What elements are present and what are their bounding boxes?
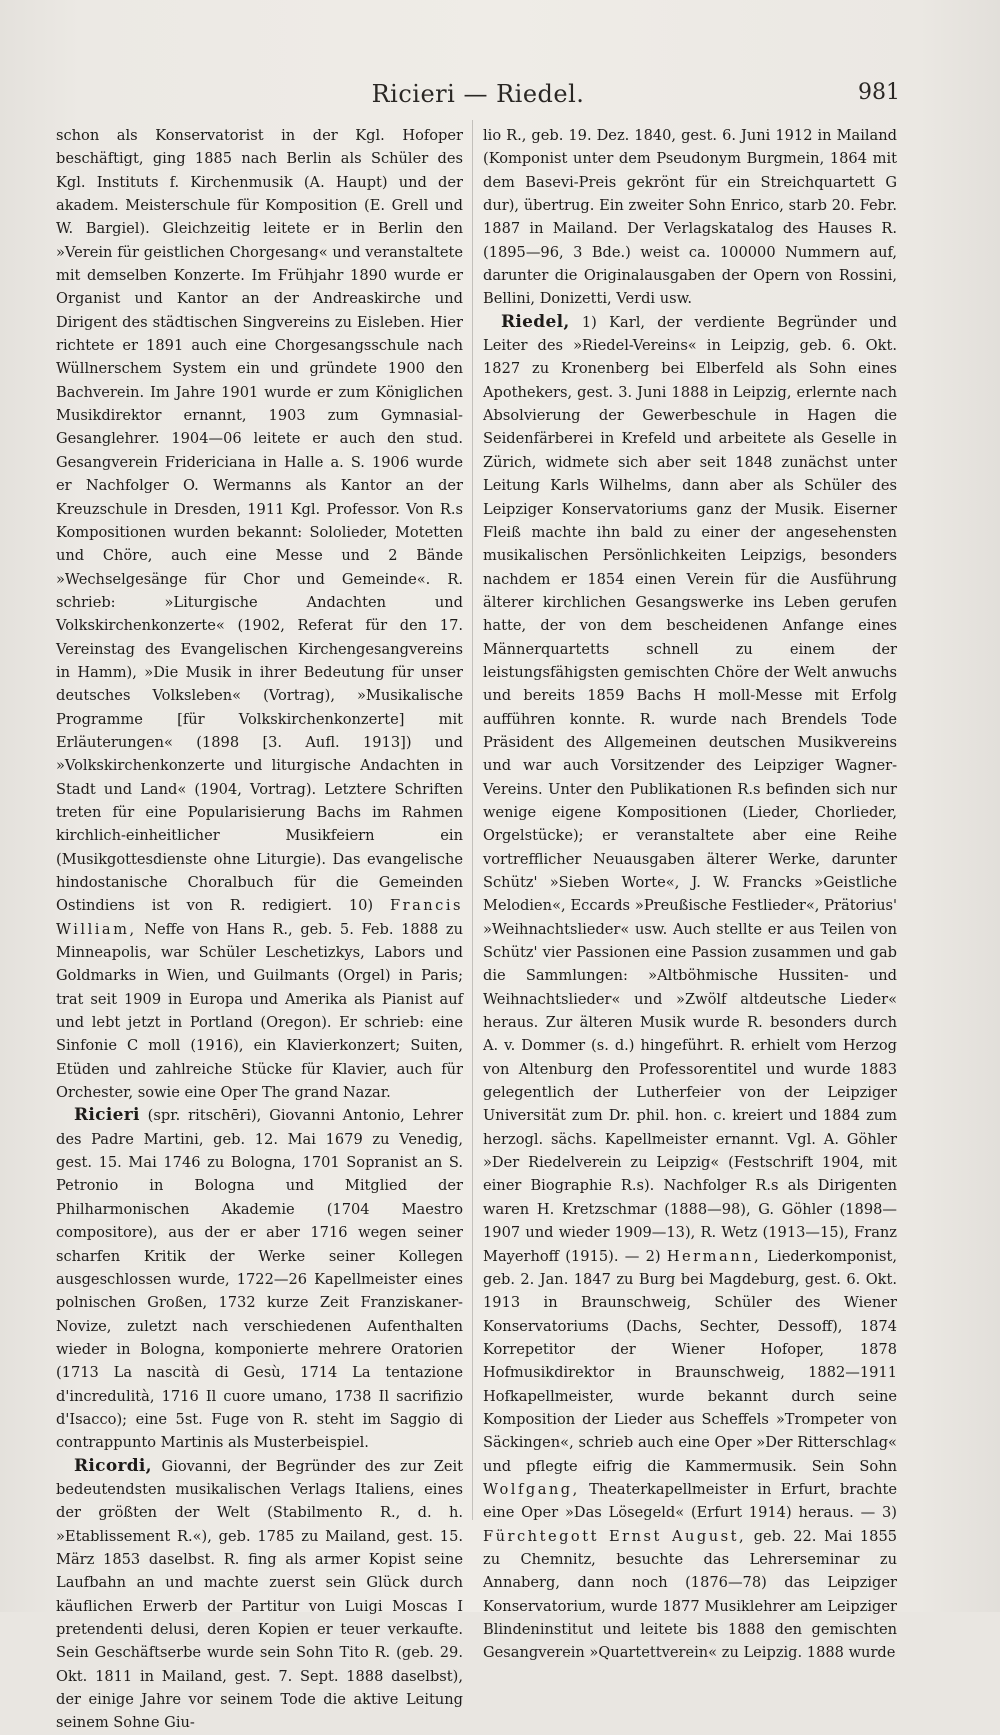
entry-text: 1) Karl, der verdiente Begründer und Leiter des »Riedel-Vereins« in Leipzig, geb. 6. Okt. 1827 zu Kronenberg bei Elberfeld als Sohn eines Apothekers, gest. 3. Juni 1888 in Leipzig, erlernte nach Absolvierung der Gewerbeschule in Hagen die Seidenfärberei in Krefeld und arbeitete als Geselle in Zürich, widmete sich aber seit 1848 zunächst unter Leitung Karls Wilhelms, dann aber als Schüler des Leipziger Konservatoriums ganz der Musik. Eiserner Fleiß machte ihn bald zu einer der angesehensten musikalischen Persönlichkeiten Leipzigs, besonders nachdem er 1854 einen Verein für die Ausführung älterer kirchlichen Gesangswerke ins Leben gerufen hatte, der von dem bescheidenen Anfange eines Männerquartetts schnell zu einem der leistungsfähigsten gemischten Chöre der Welt anwuchs und bereits 1859 Bachs H moll-Messe mit Erfolg aufführen konnte. R. wurde nach Brendels Tode Präsident des Allgemeinen deutschen Musikvereins und war auch Vorsitzender des Leipziger Wagner-Vereins. Unter den Publikationen R.s befinden sich nur wenige eigene Kompositionen (Lieder, Chorlieder, Orgelstücke); er veranstaltete aber eine Reihe vortrefflicher Neuausgaben älterer Werke, darunter Schütz' »Sieben Worte«, J. W. Francks »Geistliche Melodien«, Eccards »Preußische Festlieder«, Prätorius' »Weihnachtslieder« usw. Auch stellte er aus Teilen von Schütz' vier Passionen eine Passion zusammen und gab die Sammlungen: »Altböhmische Hussiten- und Weihnachtslieder« und »Zwölf altdeutsche Lieder« heraus. Zur älteren Musik wurde R. besonders durch A. v. Dommer (s. d.) hingeführt. R. erhielt vom Herzog von Altenburg den Professorentitel und wurde 1883 gelegentlich der Lutherfeier von der Leipziger Universität zum Dr. phil. hon. c. kreiert und 1884 zum herzogl. sächs. Kapellmeister ernannt. Vgl. A. Göhler »Der Riedelverein zu Leipzig« (Festschrift 1904, mit einer Biographie R.s). Nachfolger R.s als Dirigenten waren H. Kretzschmar (1888—98), G. Göhler (1898—1907 und wieder 1909—13), R. Wetz (1913—15), Franz Mayerhoff (1915). — 2)	[483, 313, 898, 1265]
lemma-ricieri: Ricieri	[74, 1105, 140, 1126]
entry-text: (spr. ritschēri), Giovanni Antonio, Lehrer des Padre Martini, geb. 12. Mai 1679 zu Venedig, gest. 15. Mai 1746 zu Bologna, 1701 Sopranist an S. Petronio in Bologna und Mitglied der Philharmonischen Akademie (1704 Maestro compositore), aus der er aber 1716 wegen seiner scharfen Kritik der Werke seiner Kollegen ausgeschlossen wurde, 1722—26 Kapellmeister eines polnischen Großen, 1732 kurze Zeit Franziskaner-Novize, zuletzt nach verschiedenen Aufenthalten wieder in Bologna, komponierte mehrere Oratorien (1713 La nascità di Gesù, 1714 La tentazione d'incredulità, 1716 Il cuore umano, 1738 Il sacrifizio d'Isacco); eine 5st. Fuge von R. steht im Saggio di contrappunto Martinis als Musterbeispiel.	[56, 1107, 464, 1452]
entry-text: Neffe von Hans R., geb. 5. Feb. 1888 zu Minneapolis, war Schüler Leschetizkys, Labors und Goldmarks in Wien, und Guilmants (Orgel) in Paris; trat seit 1909 in Europa und Amerika als Pianist auf und lebt jetzt in Portland (Oregon). Er schrieb: eine Sinfonie C moll (1916), ein Klavierkonzert; Suiten, Etüden und zahlreiche Stücke für Klavier, auch für Orchester, sowie eine Oper The grand Nazar.	[56, 920, 464, 1102]
running-head: Ricieri — Riedel.	[371, 80, 585, 108]
lemma-riedel: Riedel,	[501, 311, 570, 332]
person-name: Wolfgang,	[483, 1480, 580, 1498]
entry-ricieri	[56, 1104, 463, 1454]
page-number: 981	[858, 80, 900, 105]
lemma-ricordi: Ricordi,	[74, 1455, 152, 1476]
entry-text: Giovanni, der Begründer des zur Zeit bedeutendsten musikalischen Verlags Italiens, eines der größten der Welt (Stabilmento R., d. h. »Etablissement R.«), geb. 1785 zu Mailand, gest. 15. März 1853 daselbst. R. fing als armer Kopist seine Laufbahn an und machte zuerst sein Glück durch käuflichen Erwerb der Partitur von Luigi Moscas I pretendenti delusi, deren Kopien er teuer verkaufte. Sein Geschäftserbe wurde sein Sohn Tito R. (geb. 29. Okt. 1811 in Mailand, gest. 7. Sept. 1888 daselbst), der einige Jahre vor seinem Tode die aktive Leitung seinem Sohne Giu-	[56, 1457, 463, 1732]
entry-ricordi	[56, 1455, 463, 1735]
entry-text: schon als Konservatorist in der Kgl. Hofoper beschäftigt, ging 1885 nach Berlin als Schüler des Kgl. Instituts f. Kirchenmusik (A. Haupt) und der akadem. Meisterschule für Komposition (E. Grell und W. Bargiel). Gleichzeitig leitete er in Berlin den »Verein für geistlichen Chorgesang« und veranstaltete mit demselben Konzerte. Im Frühjahr 1890 wurde er Organist und Kantor an der Andreaskirche und Dirigent des städtischen Singvereins zu Eisleben. Hier richtete er 1891 auch eine Chorgesangsschule nach Wüllnerschem System ein und gründete 1900 den Bachverein. Im Jahre 1901 wurde er zum Königlichen Musikdirektor ernannt, 1903 zum Gymnasial-Gesanglehrer. 1904—06 leitete er auch den stud. Gesangverein Fridericiana in Halle a. S. 1906 wurde er Nachfolger O. Wermanns als Kantor an der Kreuzschule in Dresden, 1911 Kgl. Professor. Von R.s Kompositionen wurden bekannt: Sololieder, Motetten und Chöre, auch eine Messe und 2 Bände »Wechselgesänge für Chor und Gemeinde«. R. schrieb: »Liturgische Andachten und Volkskirchenkonzerte« (1902, Referat für den 17. Vereinstag des Evangelischen Kirchengesangvereins in Hamm), »Die Musik in ihrer Bedeutung für unser deutsches Volksleben« (Vortrag), »Musikalische Programme [für Volkskirchenkonzerte] mit Erläuterungen« (1898 [3. Aufl. 1913]) und »Volkskirchenkonzerte und liturgische Andachten in Stadt und Land« (1904, Vortrag). Letztere Schriften treten für eine Popularisierung Bachs im Rahmen kirchlich-einheitlicher Musikfeiern ein (Musikgottesdienste ohne Liturgie). Das evangelische hindostanische Choralbuch für die Gemeinden Ostindiens ist von R. redigiert. 10)	[56, 127, 463, 915]
page-header	[56, 80, 900, 114]
person-name: Francis William,	[56, 897, 464, 938]
entry-text: Liederkomponist, geb. 2. Jan. 1847 zu Burg bei Magdeburg, gest. 6. Okt. 1913 in Braunschweig, Schüler des Wiener Konservatoriums (Dachs, Sechter, Dessoff), 1874 Korrepetitor der Wiener Hofoper, 1878 Hofmusikdirektor in Braunschweig, 1882—1911 Hofkapellmeister, wurde bekannt durch seine Komposition der Lieder aus Scheffels »Trompeter von Säckingen«, schrieb auch eine Oper »Der Ritterschlag« und pflegte eifrig die Kammermusik. Sein Sohn	[483, 1247, 898, 1475]
right-column	[483, 124, 897, 1665]
person-name: Hermann,	[666, 1247, 762, 1265]
entry-text: Theaterkapellmeister in Erfurt, brachte eine Oper »Das Lösegeld« (Erfurt 1914) heraus. — 3)	[483, 1480, 898, 1522]
entry-text: geb. 22. Mai 1855 zu Chemnitz, besuchte das Lehrerseminar zu Annaberg, dann noch (1876—78) das Leipziger Konservatorium, wurde 1877 Musiklehrer am Leipziger Blindeninstitut und leitete bis 1888 den gemischten Gesangverein »Quartettverein« zu Leipzig. 1888 wurde	[483, 1527, 898, 1662]
column-divider	[472, 120, 473, 1520]
left-column	[56, 124, 463, 1735]
entry-riedel	[483, 311, 897, 1665]
entry-continuation: lio R., geb. 19. Dez. 1840, gest. 6. Juni 1912 in Mailand (Komponist unter dem Pseudonym Burgmein, 1864 mit dem Basevi-Preis gekrönt für ein Streichquartett G dur), übertrug. Ein zweiter Sohn Enrico, starb 20. Febr. 1887 in Mailand. Der Verlagskatalog des Hauses R. (1895—96, 3 Bde.) weist ca. 100000 Nummern auf, darunter die Originalausgaben der Opern von Rossini, Bellini, Donizetti, Verdi usw.	[483, 127, 897, 308]
person-name: Fürchtegott Ernst August,	[483, 1527, 747, 1545]
entry-continuation	[56, 124, 463, 1104]
